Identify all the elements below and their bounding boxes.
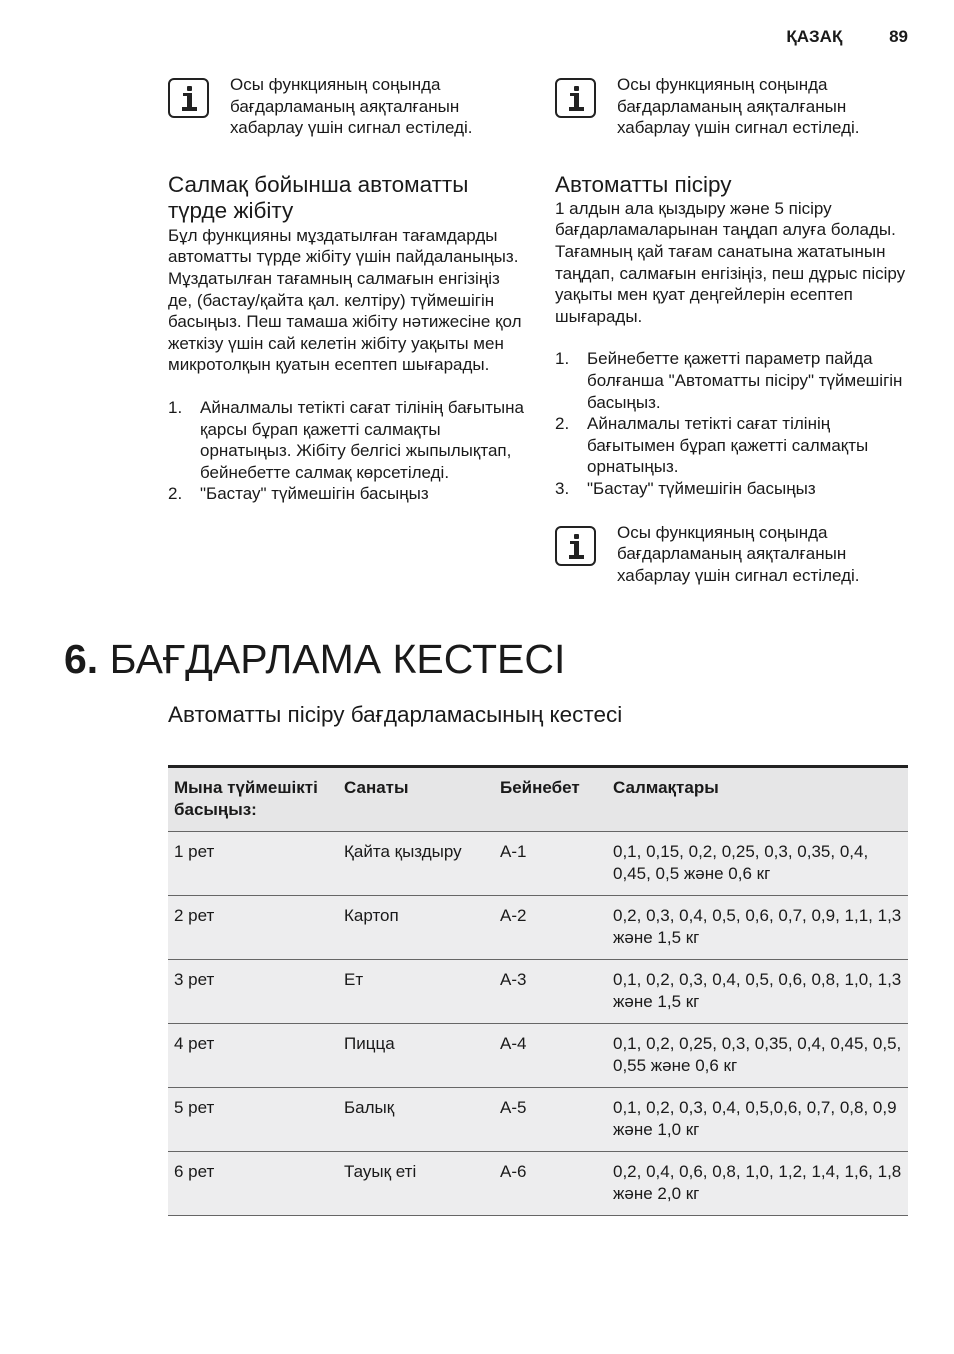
table-cell: 6 рет — [168, 1152, 338, 1216]
header-cell-weights: Салмақтары — [607, 767, 908, 832]
table-cell: 0,2, 0,4, 0,6, 0,8, 1,0, 1,2, 1,4, 1,6, 1,8 және 2,0 кг — [607, 1152, 908, 1216]
list-item: 3. "Бастау" түймешігін басыңыз — [555, 478, 816, 498]
section-number: 6. — [64, 636, 99, 682]
info-note — [555, 74, 911, 139]
left-column — [168, 74, 524, 505]
defrost-steps-list — [168, 397, 524, 505]
table-row — [168, 832, 908, 896]
table-cell: 0,1, 0,15, 0,2, 0,25, 0,3, 0,35, 0,4, 0,45, 0,5 және 0,6 кг — [607, 832, 908, 896]
header-cell-press: Мына түймешікті басыңыз: — [168, 767, 338, 832]
table-cell: Қайта қыздыру — [338, 832, 494, 896]
page-number: 89 — [889, 27, 908, 46]
table-cell: Картоп — [338, 896, 494, 960]
list-item: 2. "Бастау" түймешігін басыңыз — [168, 484, 429, 504]
info-note-text: Осы функцияның соңында бағдарламаның аяқталғанын хабарлау үшін сигнал естіледі. — [230, 75, 473, 138]
table-row — [168, 1152, 908, 1216]
list-item: 2. Айналмалы тетікті сағат тілінің бағытымен бұрап қажетті салмақты орнатыңыз. — [555, 414, 869, 477]
table-header-row — [168, 767, 908, 832]
table-cell: A-5 — [494, 1088, 607, 1152]
table-row — [168, 1024, 908, 1088]
table-cell: 3 рет — [168, 960, 338, 1024]
table-cell: A-1 — [494, 832, 607, 896]
auto-cook-paragraph: 1 алдын ала қыздыру және 5 пісіру бағдарламаларынан таңдап алуға болады. Тағамның қай тағам санатына жататынын таңдап, салмағын енгізіңіз, пеш дұрыс пісіру уақыты мен қуат деңгейлерін есептеп шығарады. — [555, 198, 906, 326]
table-row — [168, 960, 908, 1024]
defrost-by-weight-heading: Салмақ бойынша автоматты түрде жібіту — [168, 171, 469, 223]
table-cell: A-4 — [494, 1024, 607, 1088]
table-cell: 0,2, 0,3, 0,4, 0,5, 0,6, 0,7, 0,9, 1,1, 1,3 және 1,5 кг — [607, 896, 908, 960]
defrost-by-weight-paragraph: Бұл функцияны мұздатылған тағамдарды автоматты түрде жібіту үшін пайдаланыңыз. Мұздатылған тағамның салмағын енгізіңіз де, (бастау/қайта қал. келтіру) түймешігін басыңыз. Пеш тамаша жібіту нәтижесіне қол жеткізу үшін сай келетін жібіту уақыты мен микротолқын қуатын есептеп шығарады. — [168, 225, 522, 375]
table-row — [168, 1088, 908, 1152]
program-table — [168, 765, 908, 1216]
table-cell: Балық — [338, 1088, 494, 1152]
info-icon — [555, 526, 596, 566]
section-title — [64, 634, 565, 684]
info-note-text: Осы функцияның соңында бағдарламаның аяқталғанын хабарлау үшін сигнал естіледі. — [617, 522, 860, 585]
info-note — [555, 522, 911, 587]
table-row — [168, 896, 908, 960]
auto-cook-steps-list — [555, 348, 911, 499]
table-cell: 4 рет — [168, 1024, 338, 1088]
table-cell: 0,1, 0,2, 0,3, 0,4, 0,5,0,6, 0,7, 0,8, 0,9 және 1,0 кг — [607, 1088, 908, 1152]
table-cell: A-2 — [494, 896, 607, 960]
table-cell: 5 рет — [168, 1088, 338, 1152]
info-note-text: Осы функцияның соңында бағдарламаның аяқталғанын хабарлау үшін сигнал естіледі. — [617, 75, 860, 138]
table-cell: 2 рет — [168, 896, 338, 960]
table-cell: Пицца — [338, 1024, 494, 1088]
list-item: 1. Бейнебетте қажетті параметр пайда болғанша "Автоматты пісіру" түймешігін басыңыз. — [555, 349, 903, 412]
page-header — [786, 27, 908, 47]
header-cell-category: Санаты — [338, 767, 494, 832]
list-item: 1. Айналмалы тетікті сағат тілінің бағытына қарсы бұрап қажетті салмақты орнатыңыз. Жібіту белгісі жыпылықтап, бейнебетте салмақ көрсетіледі. — [168, 397, 524, 482]
auto-cook-heading: Автоматты пісіру — [555, 171, 732, 197]
table-cell: A-3 — [494, 960, 607, 1024]
table-cell: 1 рет — [168, 832, 338, 896]
section-title-text: БАҒДАРЛАМА КЕСТЕСІ — [109, 636, 566, 682]
table-title: Автоматты пісіру бағдарламасының кестесі — [168, 702, 623, 727]
language-label: ҚАЗАҚ — [786, 27, 843, 46]
header-cell-display: Бейнебет — [494, 767, 607, 832]
table-cell: 0,1, 0,2, 0,25, 0,3, 0,35, 0,4, 0,45, 0,5, 0,55 және 0,6 кг — [607, 1024, 908, 1088]
right-column — [555, 74, 911, 586]
table-cell: Ет — [338, 960, 494, 1024]
table-cell: Тауық еті — [338, 1152, 494, 1216]
table-cell: A-6 — [494, 1152, 607, 1216]
info-icon — [168, 78, 209, 118]
info-icon — [555, 78, 596, 118]
info-note — [168, 74, 524, 139]
table-cell: 0,1, 0,2, 0,3, 0,4, 0,5, 0,6, 0,8, 1,0, 1,3 және 1,5 кг — [607, 960, 908, 1024]
